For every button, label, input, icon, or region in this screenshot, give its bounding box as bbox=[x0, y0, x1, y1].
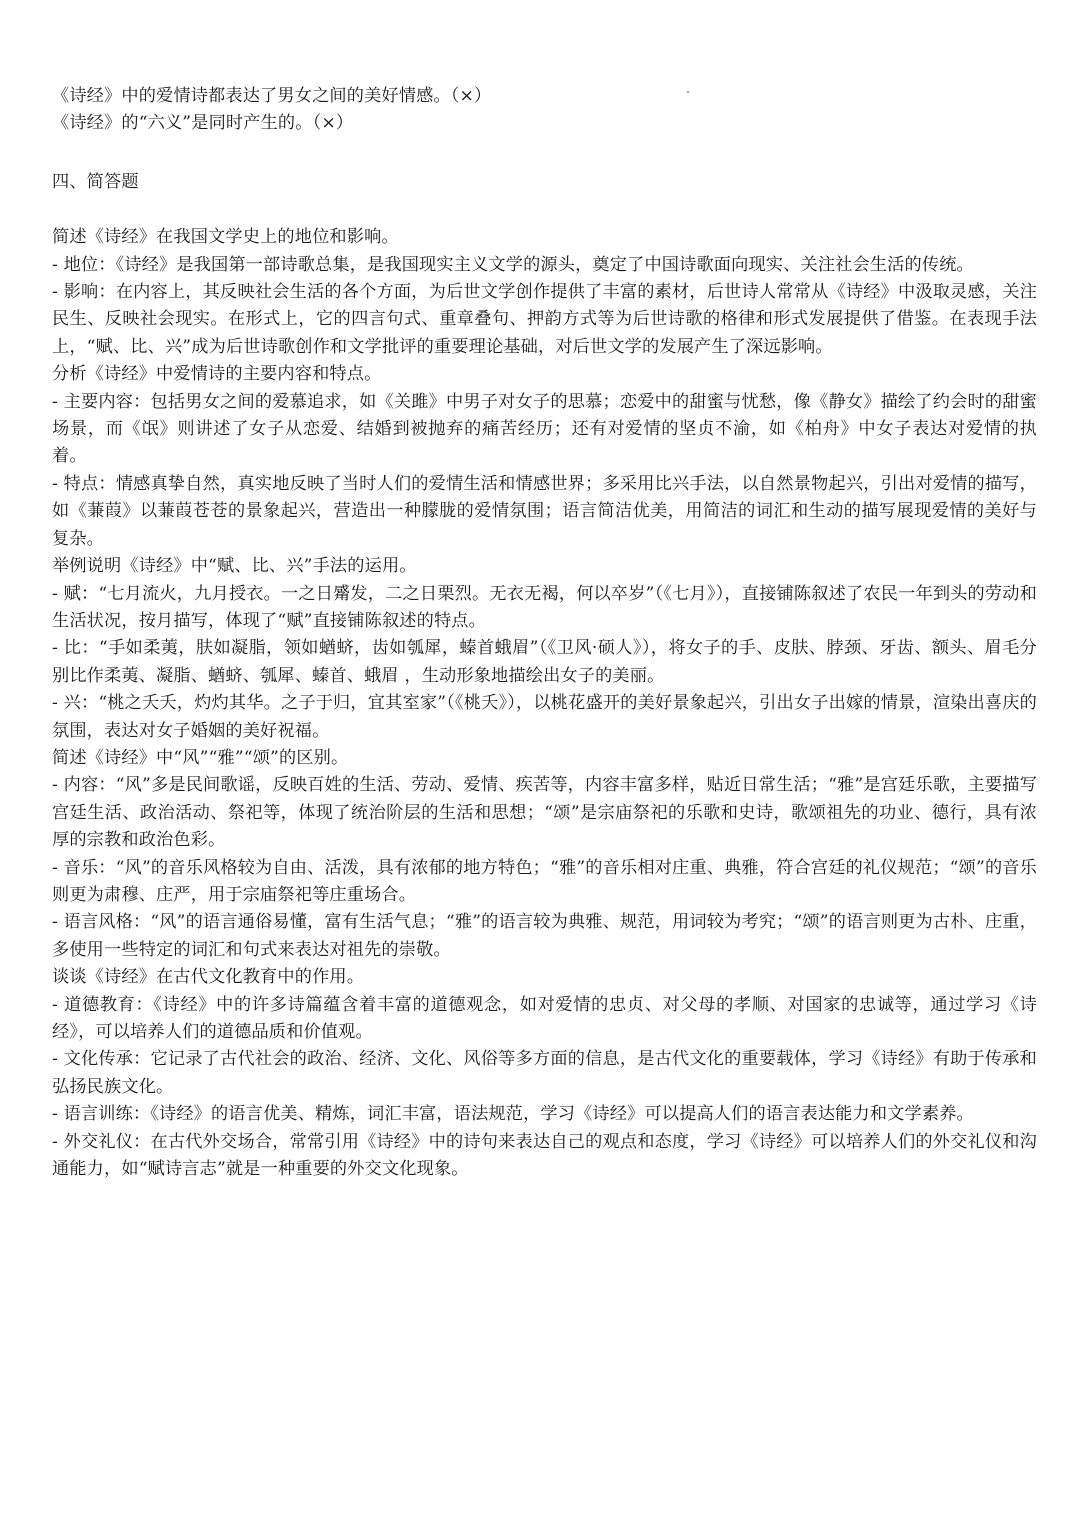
answer-point: - 主要内容：包括男女之间的爱慕追求，如《关雎》中男子对女子的思慕；恋爱中的甜蜜与忧愁，像《静女》描绘了约会时的甜蜜场景，而《氓》则讲述了女子从恋爱、结婚到被抛弃的痛苦经历；还有对爱情的坚贞不渝，如《柏舟》中女子表达对爱情的执着。 bbox=[52, 391, 1037, 467]
question-text: 举例说明《诗经》中“赋、比、兴”手法的运用。 bbox=[52, 556, 417, 577]
answer-point: - 音乐：“风”的音乐风格较为自由、活泼，具有浓郁的地方特色；“雅”的音乐相对庄重、典雅，符合宫廷的礼仪规范；“颂”的音乐则更为肃穆、庄严，用于宗庙祭祀等庄重场合。 bbox=[52, 857, 1037, 905]
answer-point: - 影响：在内容上，其反映社会生活的各个方面，为后世文学创作提供了丰富的素材，后世诗人常常从《诗经》中汲取灵感，关注民生、反映社会现实。在形式上，它的四言句式、重章叠句、押韵方式等为后世诗歌的格律和形式发展提供了借鉴。在表现手法上，“赋、比、兴”成为后世诗歌创作和文学批评的重要理论基础，对后世文学的发展产生了深远影响。 bbox=[52, 282, 1037, 357]
answer-point: - 赋：“七月流火，九月授衣。一之日觱发，二之日栗烈。无衣无褐，何以卒岁”（《七月》），直接铺陈叙述了农民一年到头的劳动和生活状况，按月描写，体现了“赋”直接铺陈叙述的特点。 bbox=[52, 583, 1037, 631]
answer-point: - 语言训练：《诗经》的语言优美、精炼，词汇丰富，语法规范，学习《诗经》可以提高人们的语言表达能力和文学素养。 bbox=[52, 1104, 974, 1125]
answer-point: - 内容：“风”多是民间歌谣，反映百姓的生活、劳动、爱情、疾苦等，内容丰富多样，贴近日常生活；“雅”是宫廷乐歌，主要描写宫廷生活、政治活动、祭祀等，体现了统治阶层的生活和思想；“颂”是宗庙祭祀的乐歌和史诗，歌颂祖先的功业、德行，具有浓厚的宗教和政治色彩。 bbox=[52, 775, 1037, 851]
answer-point: - 比：“手如柔荑，肤如凝脂，领如蝤蛴，齿如瓠犀，螓首蛾眉”（《卫风·硕人》），将女子的手、皮肤、脖颈、牙齿、额头、眉毛分别比作柔荑、凝脂、蝤蛴、瓠犀、螓首、蛾眉 ，生动形象地描绘出女子的美丽。 bbox=[52, 638, 1037, 686]
answer-point: - 文化传承：它记录了古代社会的政治、经济、文化、风俗等多方面的信息，是古代文化的重要载体，学习《诗经》有助于传承和弘扬民族文化。 bbox=[52, 1049, 1037, 1097]
question-text: 分析《诗经》中爱情诗的主要内容和特点。 bbox=[52, 364, 382, 385]
true-false-item: 《诗经》中的爱情诗都表达了男女之间的美好情感。（×） bbox=[52, 86, 492, 106]
question-text: 简述《诗经》在我国文学史上的地位和影响。 bbox=[52, 227, 399, 248]
qa-block bbox=[52, 361, 1037, 553]
question-text: 谈谈《诗经》在古代文化教育中的作用。 bbox=[52, 967, 365, 988]
true-false-item: 《诗经》的“六义”是同时产生的。（×） bbox=[52, 113, 354, 134]
qa-block bbox=[52, 224, 1037, 361]
spacer bbox=[52, 196, 1037, 224]
answer-point: - 外交礼仪：在古代外交场合，常常引用《诗经》中的诗句来表达自己的观点和态度，学习《诗经》可以培养人们的外交礼仪和沟通能力，如“赋诗言志”就是一种重要的外交文化现象。 bbox=[52, 1131, 1037, 1180]
qa-block bbox=[52, 553, 1037, 745]
spacer bbox=[52, 138, 1037, 169]
qa-block bbox=[52, 745, 1037, 964]
answer-point: - 语言风格：“风”的语言通俗易懂，富有生活气息；“雅”的语言较为典雅、规范，用词较为考究；“颂”的语言则更为古朴、庄重，多使用一些特定的词汇和句式来表达对祖先的崇敬。 bbox=[52, 912, 1037, 960]
answer-point: - 地位：《诗经》是我国第一部诗歌总集，是我国现实主义文学的源头，奠定了中国诗歌面向现实、关注社会生活的传统。 bbox=[52, 254, 974, 275]
answer-point: - 兴：“桃之夭夭，灼灼其华。之子于归，宜其室家”（《桃夭》），以桃花盛开的美好景象起兴，引出女子出嫁的情景，渲染出喜庆的氛围，表达对女子婚姻的美好祝福。 bbox=[52, 693, 1037, 741]
document-page bbox=[52, 83, 1037, 1183]
answer-point: - 特点：情感真挚自然，真实地反映了当时人们的爱情生活和情感世界；多采用比兴手法，以自然景物起兴，引出对爱情的描写，如《蒹葭》以蒹葭苍苍的景象起兴，营造出一种朦胧的爱情氛围；语言简洁优美，用简洁的词汇和生动的描写展现爱情的美好与复杂。 bbox=[52, 473, 1037, 549]
qa-block bbox=[52, 964, 1037, 1183]
question-text: 简述《诗经》中“风”“雅”“颂”的区别。 bbox=[52, 747, 349, 768]
section-heading: 四、简答题 bbox=[52, 171, 139, 192]
answer-point: - 道德教育：《诗经》中的许多诗篇蕴含着丰富的道德观念，如对爱情的忠贞、对父母的孝顺、对国家的忠诚等，通过学习《诗经》，可以培养人们的道德品质和价值观。 bbox=[52, 994, 1037, 1042]
